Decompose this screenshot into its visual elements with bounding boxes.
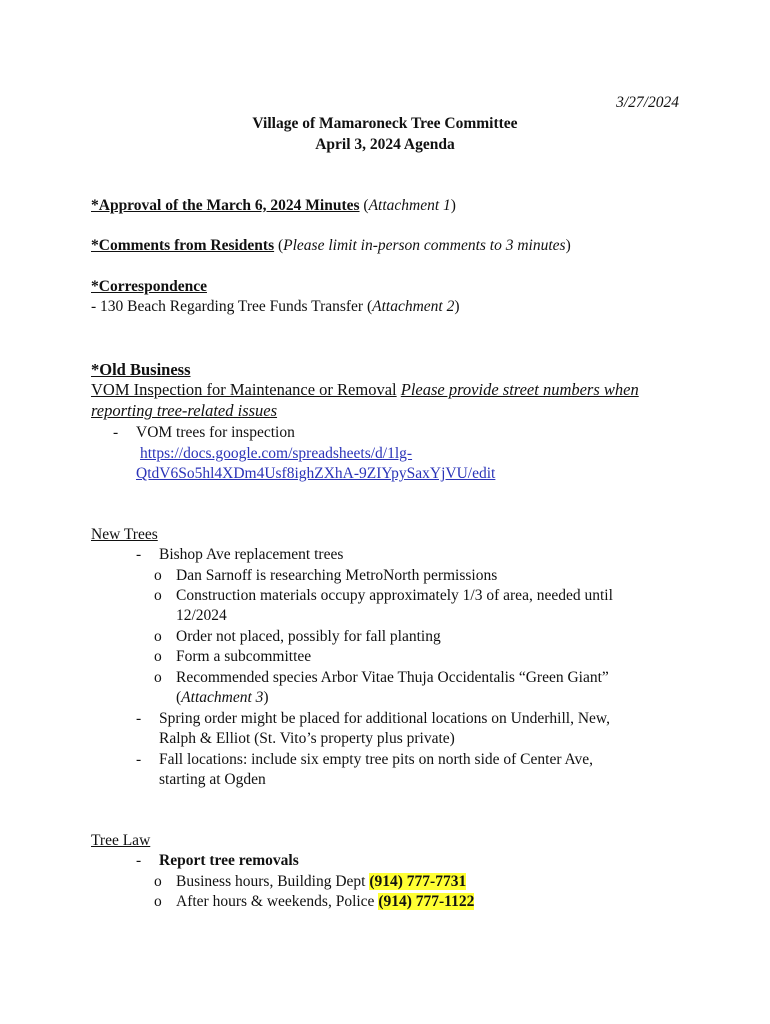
- dash-marker: -: [136, 546, 142, 563]
- bishop-ave-item: Bishop Ave replacement trees: [159, 546, 344, 563]
- bullet-marker: o: [154, 648, 162, 665]
- comments-heading: *Comments from Residents: [91, 237, 275, 254]
- committee-title: Village of Mamaroneck Tree Committee: [252, 115, 518, 132]
- bullet-marker: o: [154, 567, 162, 584]
- spreadsheet-link-cont[interactable]: QtdV6So5hl4XDm4Usf8ighZXhA-9ZIYpySaxYjVU/edit: [136, 465, 496, 482]
- bullet-marker: o: [154, 669, 162, 686]
- subcommittee-subitem: Form a subcommittee: [176, 648, 312, 665]
- correspondence-heading: *Correspondence: [91, 278, 207, 295]
- new-trees-heading: New Trees: [91, 526, 158, 543]
- dash-marker: -: [136, 710, 142, 727]
- species-attachment: (Attachment 3): [176, 689, 269, 706]
- order-subitem: Order not placed, possibly for fall planting: [176, 628, 441, 645]
- species-subitem: Recommended species Arbor Vitae Thuja Occidentalis “Green Giant”: [176, 669, 609, 686]
- spreadsheet-link[interactable]: https://docs.google.com/spreadsheets/d/1lg-: [140, 445, 413, 462]
- bullet-marker: o: [154, 587, 162, 604]
- business-hours-subitem: Business hours, Building Dept (914) 777-7731: [176, 873, 467, 890]
- dash-marker: -: [136, 852, 142, 869]
- tree-law-heading: Tree Law: [91, 832, 151, 849]
- inspection-line: [91, 380, 639, 400]
- correspondence-attachment: Attachment 2: [372, 298, 455, 315]
- approval-line: *Approval of the March 6, 2024 Minutes (Attachment 1): [91, 197, 456, 214]
- fall-locations-item: Fall locations: include six empty tree pits on north side of Center Ave,: [159, 751, 594, 768]
- correspondence-item: - 130 Beach Regarding Tree Funds Transfer (Attachment 2): [91, 298, 460, 315]
- bullet-marker: o: [154, 893, 162, 910]
- report-removals-item: Report tree removals: [159, 852, 299, 869]
- dash-marker: -: [136, 751, 142, 768]
- spring-order-item: Spring order might be placed for additional locations on Underhill, New,: [159, 710, 610, 727]
- sarnoff-subitem: Dan Sarnoff is researching MetroNorth permissions: [176, 567, 498, 584]
- spring-order-item-cont: Ralph & Elliot (St. Vito’s property plus private): [159, 730, 455, 747]
- inspection-label: VOM Inspection for Maintenance or Removal: [91, 380, 397, 399]
- after-hours-subitem: After hours & weekends, Police (914) 777-1122: [176, 893, 475, 910]
- bullet-marker: o: [154, 628, 162, 645]
- fall-locations-item-cont: starting at Ogden: [159, 771, 266, 788]
- agenda-title: April 3, 2024 Agenda: [315, 136, 455, 153]
- dash-marker: -: [113, 424, 119, 441]
- construction-subitem: Construction materials occupy approximately 1/3 of area, needed until: [176, 587, 613, 604]
- comments-note: Please limit in-person comments to 3 minutes: [283, 237, 566, 254]
- building-dept-phone: (914) 777-7731: [369, 873, 467, 890]
- inspection-note-cont: reporting tree-related issues: [91, 401, 278, 420]
- inspection-note: Please provide street numbers when: [400, 380, 639, 399]
- construction-subitem-cont: 12/2024: [176, 607, 227, 624]
- vom-trees-item: VOM trees for inspection: [136, 424, 295, 441]
- comments-line: *Comments from Residents (Please limit in-person comments to 3 minutes): [91, 237, 571, 254]
- bullet-marker: o: [154, 873, 162, 890]
- old-business-heading: *Old Business: [91, 360, 191, 379]
- agenda-date: 3/27/2024: [616, 94, 679, 111]
- police-phone: (914) 777-1122: [378, 893, 475, 910]
- approval-heading: *Approval of the March 6, 2024 Minutes: [91, 197, 360, 214]
- approval-attachment: Attachment 1: [368, 197, 451, 214]
